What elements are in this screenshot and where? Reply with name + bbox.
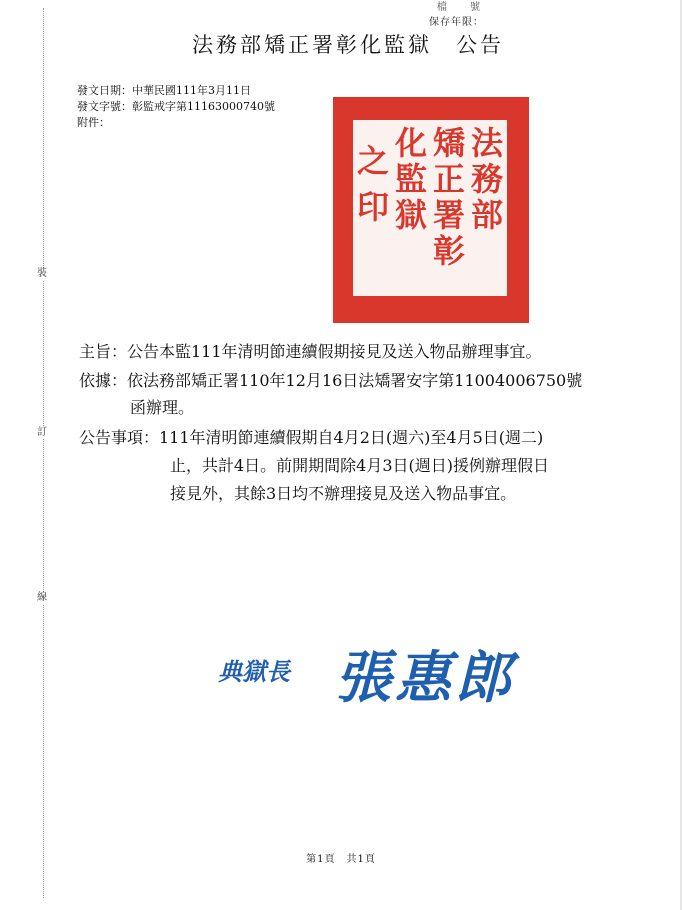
seal-glyph: 監 bbox=[395, 160, 428, 198]
issue-date: 發文日期：中華民國111年3月11日 bbox=[77, 84, 251, 97]
seal-glyph: 法 bbox=[471, 124, 504, 162]
binding-line bbox=[43, 8, 44, 898]
basis-line-1: 依據：依法務部矯正署110年12月16日法矯署安字第11004006750號 bbox=[79, 371, 583, 390]
official-seal bbox=[333, 97, 529, 323]
seal-glyph: 矯 bbox=[433, 124, 466, 162]
notice-item-line-3: 接見外，其餘3日均不辦理接見及送入物品事宜。 bbox=[170, 484, 517, 503]
binding-mark-zhuang: 裝 bbox=[37, 268, 47, 279]
document-number: 發文字號：彰監戒字第11163000740號 bbox=[77, 100, 275, 113]
seal-inner-field bbox=[353, 120, 507, 296]
signature-title: 典獄長 bbox=[218, 657, 290, 686]
attachment-label: 附件： bbox=[77, 116, 110, 129]
basis-line-2: 函辦理。 bbox=[130, 398, 195, 417]
notice-item-line-2: 止，共計4日。前開期間除4月3日(週日)援例辦理假日 bbox=[170, 456, 550, 475]
file-number-label: 檔 號 bbox=[437, 2, 481, 13]
seal-glyph: 正 bbox=[433, 160, 466, 198]
seal-glyph: 化 bbox=[395, 124, 428, 162]
seal-glyph: 署 bbox=[433, 196, 466, 234]
page-footer: 第1頁 共1頁 bbox=[306, 854, 376, 865]
seal-glyph: 之 bbox=[357, 142, 390, 180]
page-title: 法務部矯正署彰化監獄 公告 bbox=[192, 33, 504, 57]
subject-line: 主旨：公告本監111年清明節連續假期接見及送入物品辦理事宜。 bbox=[79, 342, 542, 361]
seal-glyph: 印 bbox=[357, 188, 390, 226]
seal-glyph: 獄 bbox=[395, 196, 428, 234]
binding-mark-ding: 訂 bbox=[37, 427, 47, 438]
binding-mark-xian: 線 bbox=[37, 592, 47, 603]
seal-glyph: 彰 bbox=[433, 232, 466, 270]
retention-label: 保存年限： bbox=[429, 17, 484, 28]
seal-glyph: 務 bbox=[471, 160, 504, 198]
seal-glyph: 部 bbox=[471, 196, 504, 234]
signature-name: 張惠郎 bbox=[335, 645, 515, 711]
notice-item-line-1: 公告事項：111年清明節連續假期自4月2日(週六)至4月5日(週二) bbox=[79, 428, 544, 447]
